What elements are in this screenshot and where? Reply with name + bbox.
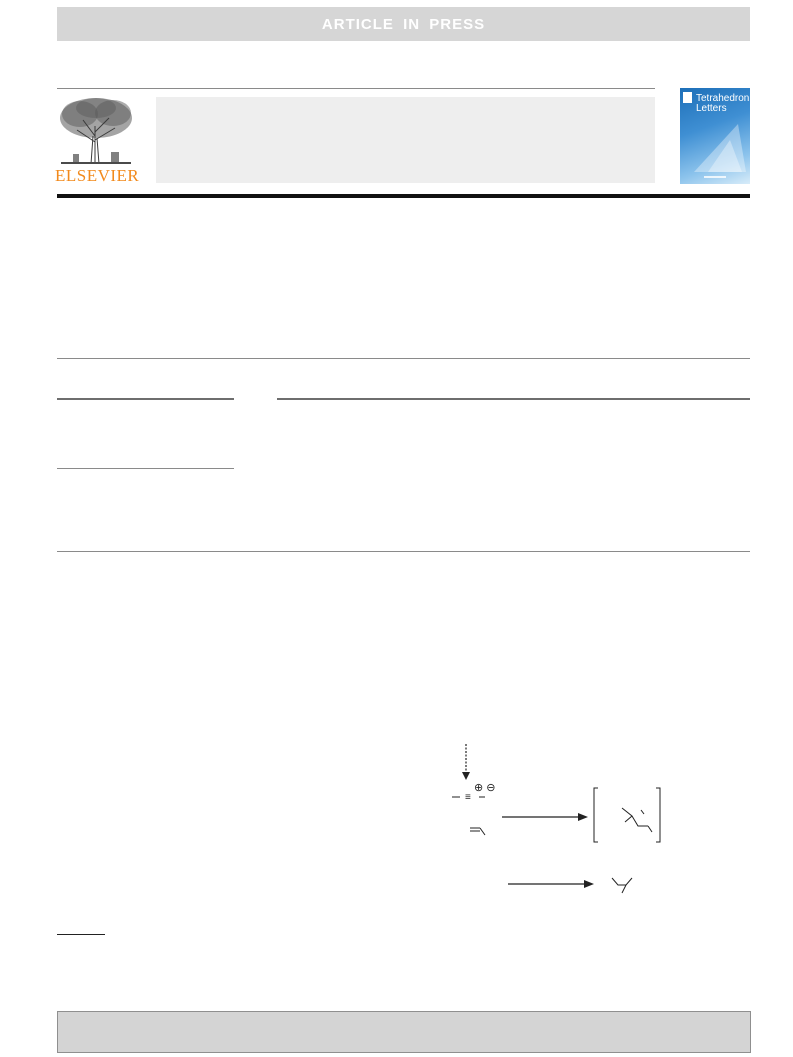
keywords-rule (57, 468, 234, 469)
article-in-press-banner (57, 7, 750, 41)
footnote-rule (57, 934, 105, 935)
alkyne-symbol: ≡ (465, 792, 471, 803)
cover-graphic (680, 88, 750, 184)
elsevier-tree-logo (55, 96, 137, 166)
article-info-heading-rule (57, 398, 234, 400)
banner-text: ARTICLE IN PRESS (321, 15, 486, 33)
charge-symbols: ⊕ ⊖ (474, 782, 496, 794)
article-info-top-rule (57, 358, 750, 359)
elsevier-wordmark: ELSEVIER (55, 166, 140, 185)
abstract-bottom-rule (57, 551, 750, 552)
cover-title-line2: Letters (696, 103, 727, 114)
header-rule (57, 88, 655, 89)
cover-title-line1: Tetrahedron (696, 93, 750, 104)
journal-masthead-box (156, 97, 655, 183)
abstract-heading-rule (277, 398, 750, 400)
reaction-scheme (420, 740, 680, 900)
journal-cover-image (680, 88, 750, 184)
masthead-thick-rule (57, 194, 750, 198)
citation-footer-box (57, 1011, 751, 1053)
